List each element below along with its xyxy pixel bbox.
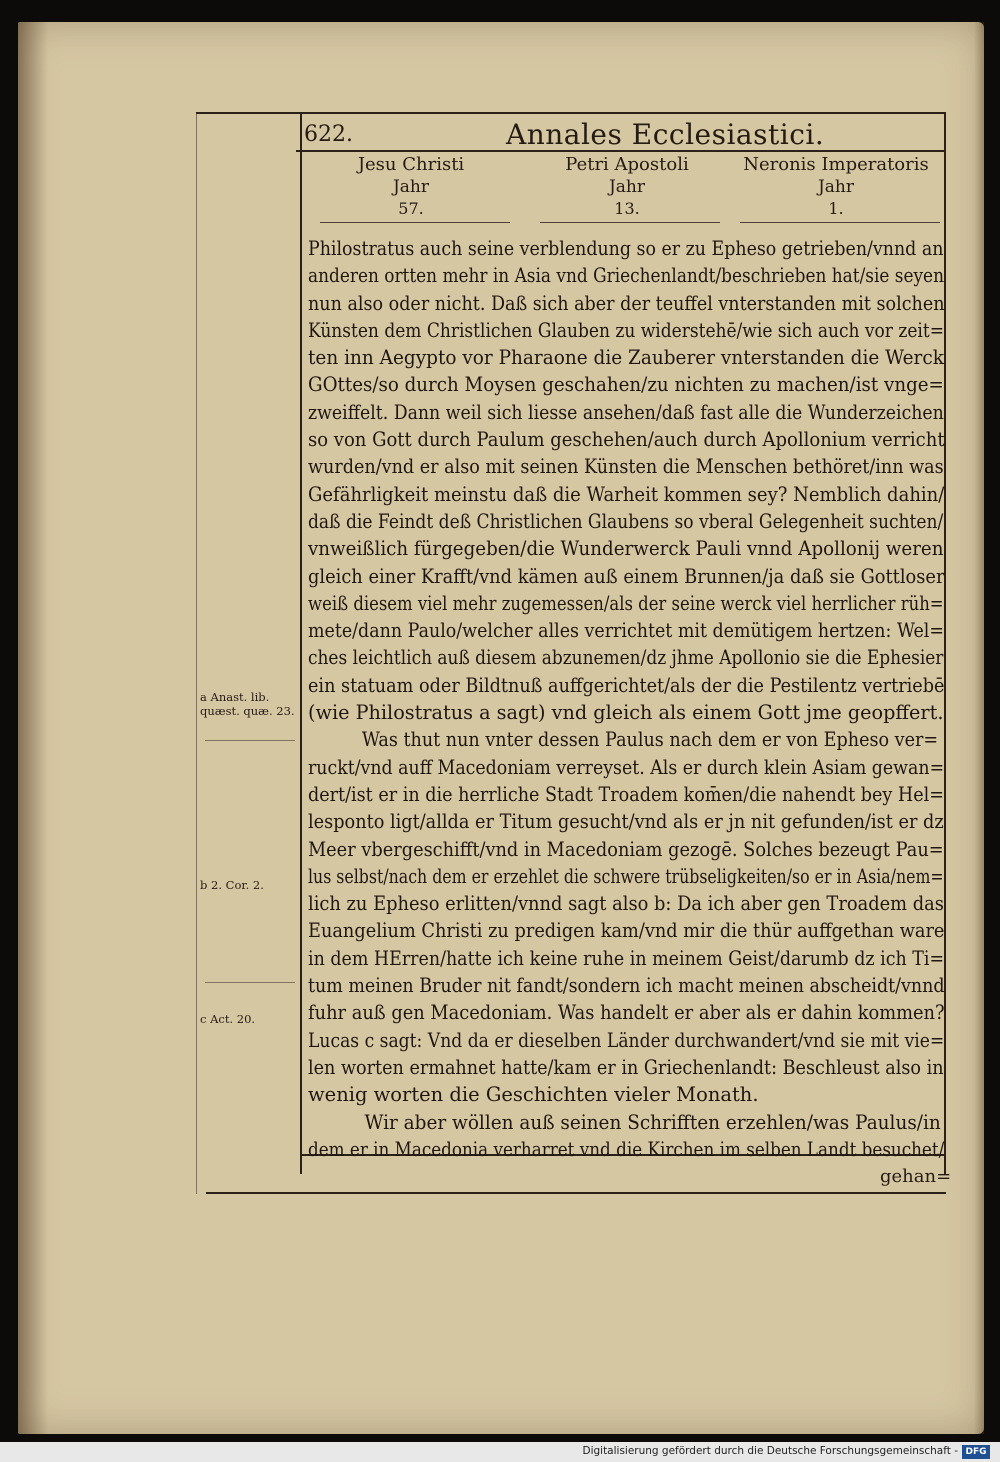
left-frame-rule (300, 112, 302, 1174)
text-line: ein statuam oder Bildtnuß auffgerichtet/als der die Pestilentz vertriebē (308, 673, 945, 697)
year-columns (306, 154, 942, 226)
page-edge (974, 22, 984, 1434)
text-line: mete/dann Paulo/welcher alles verrichtet mit demütigem hertzen: Wel= (308, 619, 944, 643)
text-line: fuhr auß gen Macedoniam. Was handelt er aber als er dahin kommen? (308, 1001, 945, 1025)
margin-note-line: c Act. 20. (200, 1012, 256, 1026)
year-column-title: Petri Apostoli (565, 154, 689, 175)
text-line: ches leichtlich auß diesem abzunemen/dz jhme Apollonio sie die Ephesier (308, 646, 944, 670)
text-line: tum meinen Bruder nit fandt/sondern ich macht meinen abscheidt/vnnd (308, 974, 945, 998)
text-line: ten inn Aegypto vor Pharaone die Zauberer vnterstanden die Werck (308, 346, 944, 370)
year-column-petri (542, 154, 712, 220)
text-line: wenig worten die Geschichten vieler Monath. (308, 1083, 759, 1107)
text-line: GOttes/so durch Moysen geschahen/zu nichten zu machen/ist vnge= (308, 373, 944, 397)
margin-note-line: quæst. quæ. 23. (200, 704, 295, 718)
margin-note-c (200, 1012, 255, 1026)
text-line: in dem HErren/hatte ich keine ruhe in meinem Geist/darumb dz ich Ti= (308, 946, 945, 970)
outer-bottom-rule (206, 1192, 946, 1194)
body-text (308, 235, 948, 1163)
text-line: weiß diesem viel mehr zugemessen/als der seine werck viel herrlicher rüh= (308, 591, 944, 615)
year-column-jahr: Jahr (608, 177, 646, 197)
text-line: Was thut nun vnter dessen Paulus nach dem er von Epheso ver= (361, 728, 939, 752)
margin-note-a (200, 690, 295, 718)
text-line: Wir aber wöllen auß seinen Schrifften erzehlen/was Paulus/in (364, 1110, 941, 1134)
margin-note-b (200, 878, 264, 892)
text-line: lus selbst/nach dem er erzehlet die schwere trübseligkeiten/so er in Asia/nem= (308, 864, 944, 888)
page-number: 622. (304, 122, 353, 147)
margin-note-line: b 2. Cor. 2. (200, 878, 264, 892)
year-column-jahr: Jahr (392, 177, 430, 197)
running-title: Annales Ecclesiastici. (506, 118, 825, 151)
text-line: gleich einer Krafft/vnd kämen auß einem Brunnen/ja daß sie Gottloser (308, 564, 945, 588)
text-line: daß die Feindt deß Christlichen Glaubens so vberal Gelegenheit suchten/ (308, 509, 944, 533)
text-line: nun also oder nicht. Daß sich aber der teuffel vnterstanden mit solchen (308, 291, 945, 315)
year-column-number: 1. (828, 199, 844, 218)
text-line: Gefährligkeit meinstu daß die Warheit kommen sey? Nemblich dahin/ (308, 482, 945, 506)
text-line: Euangelium Christi zu predigen kam/vnd mir die thür auffgethan ware (308, 919, 945, 943)
text-line: Künsten dem Christlichen Glauben zu widerstehē/wie sich auch vor zeit= (308, 318, 944, 342)
text-line: dert/ist er in die herrliche Stadt Troadem kom̄en/die nahendt bey Hel= (308, 782, 944, 806)
text-line: so von Gott durch Paulum geschehen/auch durch Apollonium verricht (308, 428, 945, 452)
text-line: wurden/vnd er also mit seinen Künsten die Menschen bethöret/inn was (308, 455, 944, 479)
text-line: Philostratus auch seine verblendung so er zu Epheso getrieben/vnnd an (308, 237, 944, 260)
text-line: anderen ortten mehr in Asia vnd Griechenlandt/beschrieben hat/sie seyen (308, 264, 944, 288)
margin-divider-1 (205, 740, 295, 741)
year-column-title: Neronis Imperatoris (743, 154, 929, 175)
margin-note-line: a Anast. lib. (200, 690, 270, 704)
year-column-neronis (726, 154, 946, 220)
text-line: len worten ermahnet hatte/kam er in Griechenlandt: Beschleust also in (308, 1055, 944, 1079)
year-column-jahr: Jahr (817, 177, 855, 197)
year-column-number: 57. (398, 199, 424, 218)
footer-bar (0, 1442, 1000, 1462)
text-line: ruckt/vnd auff Macedoniam verreyset. Als er durch klein Asiam gewan= (308, 755, 945, 779)
year-column-christi (326, 154, 496, 220)
funding-notice: Digitalisierung gefördert durch die Deutsche Forschungsgemeinschaft - (582, 1445, 958, 1457)
text-line: lesponto ligt/allda er Titum gesucht/vnd als er jn nit gefunden/ist er dz (308, 810, 944, 834)
text-line: dem er in Macedonia verharret vnd die Kirchen im selben Landt besuchet/ (308, 1137, 945, 1161)
year-column-number: 13. (614, 199, 640, 218)
dfg-logo-icon[interactable]: DFG (962, 1445, 990, 1459)
text-line: zweiffelt. Dann weil sich liesse ansehen/daß fast alle die Wunderzeichen (308, 400, 944, 424)
gutter-shadow (18, 22, 48, 1434)
text-line: vnweißlich fürgegeben/die Wunderwerck Pauli vnnd Apollonij weren (308, 537, 944, 561)
text-line: (wie Philostratus a sagt) vnd gleich als einem Gott jme geopffert. (308, 701, 944, 725)
text-line: lich zu Epheso erlitten/vnnd sagt also b: Da ich aber gen Troadem das (308, 892, 944, 916)
text-line: Meer vbergeschifft/vnd in Macedoniam gezogē. Solches bezeugt Pau= (308, 837, 944, 861)
page-header (296, 112, 946, 152)
margin-divider-2 (205, 982, 295, 983)
catchword: gehan= (880, 1166, 952, 1187)
margin-outer-rule (196, 112, 197, 1194)
text-line: Lucas c sagt: Vnd da er dieselben Länder durchwandert/vnd sie mit vie= (308, 1028, 945, 1052)
year-column-title: Jesu Christi (357, 154, 465, 175)
